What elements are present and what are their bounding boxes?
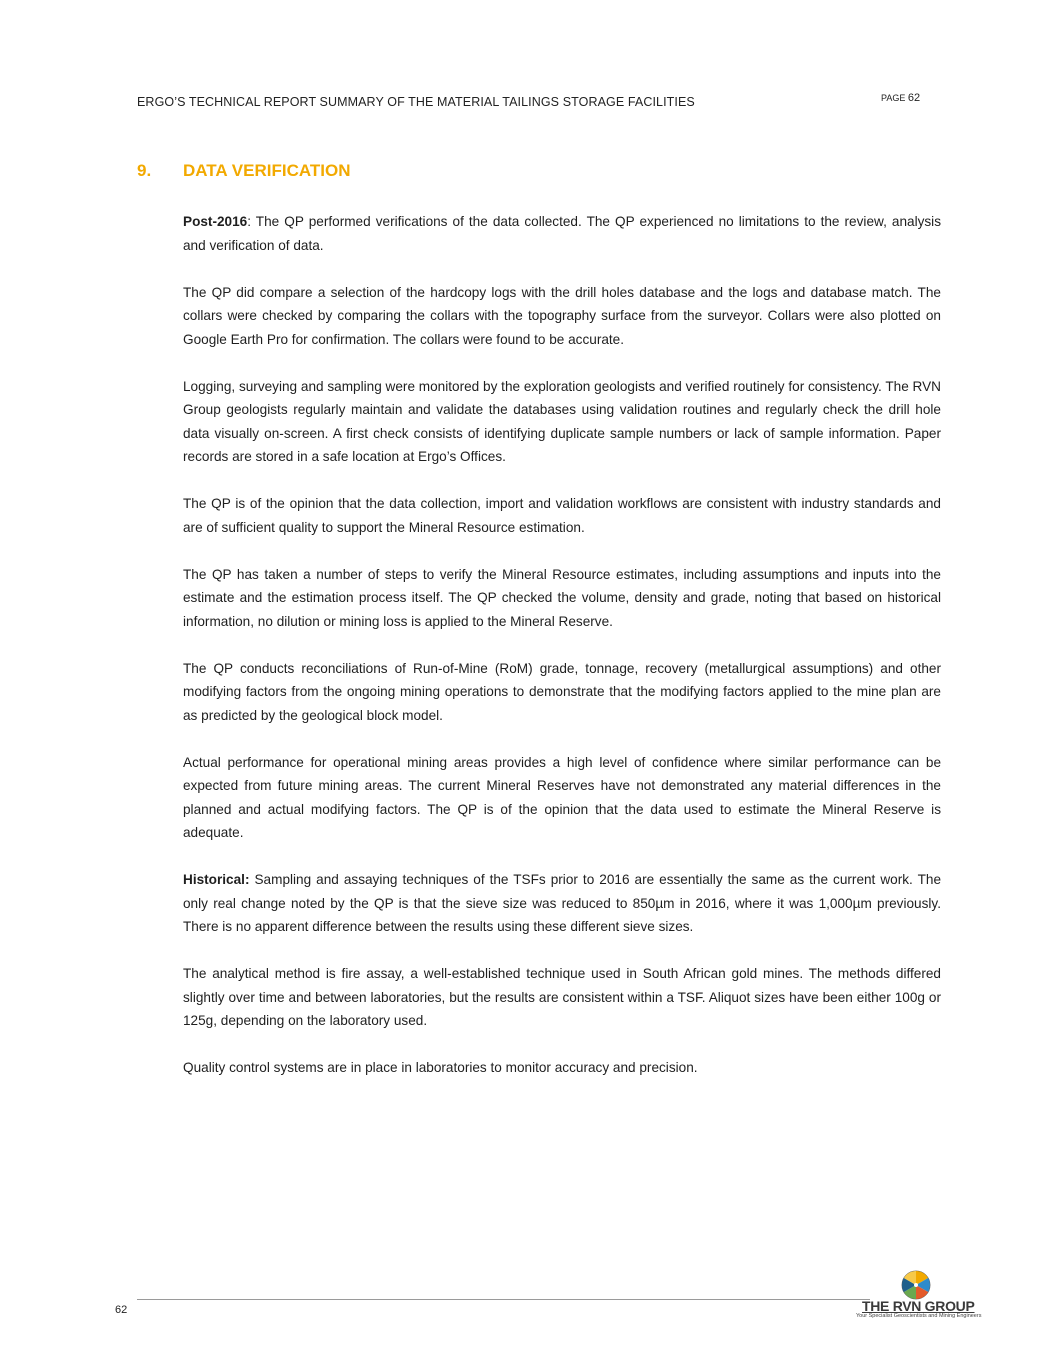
paragraph-text: Sampling and assaying techniques of the TSFs prior to 2016 are essentially the same as the current work. The only real change noted by the QP is that the sieve size was reduced to 850µm in 2016, where it was 1,000µm previously. There is no apparent difference between the results using these different sieve sizes. — [183, 872, 941, 934]
header-title: ERGO’S TECHNICAL REPORT SUMMARY OF THE MATERIAL TAILINGS STORAGE FACILITIES — [137, 95, 695, 109]
paragraph-resource-verification: The QP has taken a number of steps to verify the Mineral Resource estimates, including assumptions and inputs into the estimate and the estimation process itself. The QP checked the volume, density and grade, noting that based on historical information, no dilution or mining loss is applied to the Mineral Reserve. — [183, 566, 941, 629]
section-title: DATA VERIFICATION — [183, 161, 351, 180]
page-number-value: 62 — [907, 92, 921, 104]
footer-divider — [137, 1299, 870, 1300]
paragraph-logging: Logging, surveying and sampling were monitored by the exploration geologists and verified routinely for consistency. The RVN Group geologists regularly maintain and validate the databases using validation routines and regularly check the drill hole data visually on-screen. A first check consists of identifying duplicate sample numbers or lack of sample information. Paper records are stored in a safe location at Ergo’s Offices. — [183, 378, 941, 464]
header-page-number — [881, 92, 920, 104]
paragraph-reconciliations: The QP conducts reconciliations of Run-of-Mine (RoM) grade, tonnage, recovery (metallurgical assumptions) and other modifying factors from the ongoing mining operations to demonstrate that the modifying factors applied to the mine plan are as predicted by the geological block model. — [183, 660, 941, 723]
section-number: 9. — [137, 161, 152, 180]
paragraph-logs-check: The QP did compare a selection of the hardcopy logs with the drill holes database and the logs and database match. The collars were checked by comparing the collars with the topography surface from the surveyor. Collars were also plotted on Google Earth Pro for confirmation. The collars were found to be accurate. — [183, 284, 941, 347]
rvn-group-logo — [855, 1270, 982, 1322]
paragraph-lead-historical: Historical: — [183, 872, 250, 887]
logo-pinwheel-icon — [901, 1270, 931, 1300]
paragraph-post-2016 — [183, 210, 941, 257]
paragraph-analytical-method: The analytical method is fire assay, a well-established technique used in South African gold mines. The methods differed slightly over time and between laboratories, but the results are consistent within a TSF. Aliquot sizes have been either 100g or 125g, depending on the laboratory used. — [183, 966, 941, 1028]
paragraph-performance: Actual performance for operational mining areas provides a high level of confidence where similar performance can be expected from future mining areas. The current Mineral Reserves have not demonstrated any material differences in the planned and actual modifying factors. The QP is of the opinion that the data used to estimate the Mineral Reserve is adequate. — [183, 754, 941, 840]
paragraph-historical — [183, 868, 941, 939]
paragraph-quality-control: Quality control systems are in place in laboratories to monitor accuracy and precision. — [183, 1060, 698, 1075]
section-heading — [137, 161, 350, 181]
body-content — [183, 210, 941, 1103]
logo-name: THE RVN GROUP — [862, 1298, 975, 1314]
paragraph-lead-post-2016: Post-2016 — [183, 214, 248, 229]
paragraph-text: : The QP performed verifications of the data collected. The QP experienced no limitations to the review, analysis and verification of data. — [183, 214, 941, 253]
logo-tagline: Your Specialist Geoscientists and Mining Engineers — [856, 1313, 982, 1319]
footer-page-number: 62 — [115, 1304, 128, 1316]
paragraph-data-opinion: The QP is of the opinion that the data collection, import and validation workflows are consistent with industry standards and are of sufficient quality to support the Mineral Resource estimation. — [183, 496, 941, 535]
page-label-text: PAGE — [881, 93, 906, 103]
